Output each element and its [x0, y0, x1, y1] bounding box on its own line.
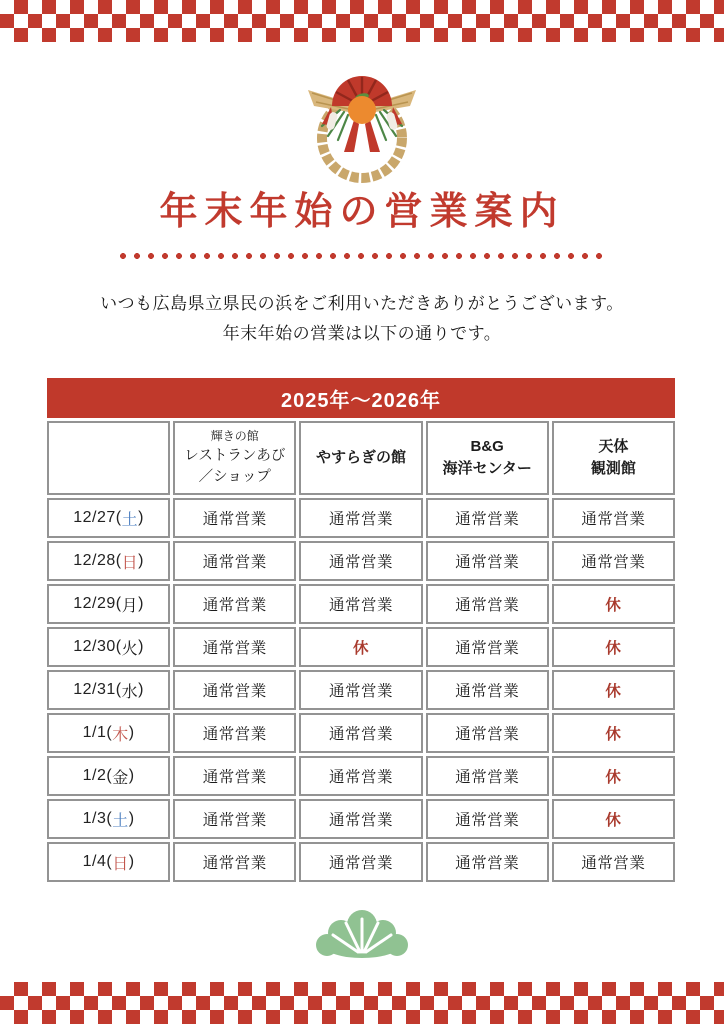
column-header-line: レストランあび: [184, 447, 286, 464]
status-cell: 休: [552, 756, 675, 796]
table-period-header: 2025年～2026年: [47, 378, 675, 418]
status-cell: 通常営業: [299, 842, 422, 882]
date-cell: 1/3( 土 ): [47, 799, 170, 839]
status-cell: 通常営業: [299, 799, 422, 839]
intro-line-1: いつも広島県立県民の浜をご利用いただきありがとうございます。: [100, 294, 624, 313]
status-cell: 休: [299, 627, 422, 667]
status-cell: 通常営業: [299, 498, 422, 538]
status-cell: 通常営業: [173, 584, 296, 624]
status-cell: 通常営業: [299, 670, 422, 710]
column-header-yasuragi: [299, 421, 422, 495]
status-cell: 通常営業: [426, 584, 549, 624]
status-cell: 通常営業: [299, 584, 422, 624]
day-of-week: 月: [121, 597, 139, 615]
page-title: 年末年始の営業案内: [159, 191, 565, 233]
date-cell: 12/30( 火 ): [47, 627, 170, 667]
column-header-observatory: [552, 421, 675, 495]
column-header-dates: [47, 421, 170, 495]
date-cell: 12/31( 水 ): [47, 670, 170, 710]
checker-border-top: [0, 0, 724, 42]
status-cell: 通常営業: [552, 498, 675, 538]
day-of-week: 土: [112, 812, 129, 830]
date-cell: 12/27( 土 ): [47, 498, 170, 538]
status-cell: 通常営業: [173, 713, 296, 753]
date-cell: 1/2( 金 ): [47, 756, 170, 796]
pine-matsu-icon: [314, 908, 410, 965]
date-cell: 12/29( 月 ): [47, 584, 170, 624]
status-cell: 通常営業: [426, 756, 549, 796]
date-cell: 1/1( 木 ): [47, 713, 170, 753]
status-cell: 通常営業: [552, 842, 675, 882]
date-cell: 12/28( 日 ): [47, 541, 170, 581]
checker-border-bottom: [0, 982, 724, 1024]
business-hours-table: [47, 378, 675, 882]
status-cell: 通常営業: [426, 627, 549, 667]
red-dotted-divider: [119, 252, 605, 260]
day-of-week: 日: [121, 554, 139, 572]
status-cell: 通常営業: [426, 541, 549, 581]
status-cell: 通常営業: [426, 799, 549, 839]
status-cell: 通常営業: [173, 498, 296, 538]
column-header-bg-marine: [426, 421, 549, 495]
status-cell: 通常営業: [173, 670, 296, 710]
day-of-week: 木: [112, 726, 129, 744]
day-of-week: 水: [121, 683, 139, 701]
status-cell: 通常営業: [426, 713, 549, 753]
day-of-week: 火: [121, 640, 139, 658]
status-cell: 休: [552, 713, 675, 753]
status-cell: 通常営業: [426, 842, 549, 882]
status-cell: 通常営業: [173, 541, 296, 581]
shimekazari-wreath-icon: [298, 60, 426, 193]
day-of-week: 日: [112, 855, 129, 873]
column-header-line: 天体: [598, 438, 629, 456]
status-cell: 通常営業: [173, 627, 296, 667]
status-cell: 通常営業: [299, 541, 422, 581]
status-cell: 通常営業: [299, 713, 422, 753]
status-cell: 休: [552, 584, 675, 624]
column-header-line: 観測館: [590, 460, 636, 477]
status-cell: 通常営業: [299, 756, 422, 796]
column-header-line: やすらぎの館: [315, 449, 406, 467]
status-cell: 通常営業: [173, 842, 296, 882]
intro-text: [0, 289, 724, 349]
status-cell: 休: [552, 670, 675, 710]
column-header-line: ／ショップ: [198, 468, 271, 485]
day-of-week: 金: [112, 769, 129, 787]
intro-line-2: 年末年始の営業は以下の通りです。: [222, 324, 502, 343]
status-cell: 通常営業: [173, 799, 296, 839]
status-cell: 通常営業: [552, 541, 675, 581]
column-header-line: 輝きの館: [210, 429, 259, 444]
column-header-kagayaki: [173, 421, 296, 495]
status-cell: 休: [552, 627, 675, 667]
status-cell: 休: [552, 799, 675, 839]
day-of-week: 土: [121, 511, 139, 529]
column-header-line: 海洋センター: [442, 460, 532, 477]
date-cell: 1/4( 日 ): [47, 842, 170, 882]
status-cell: 通常営業: [173, 756, 296, 796]
column-header-line: B&G: [470, 438, 504, 456]
status-cell: 通常営業: [426, 670, 549, 710]
status-cell: 通常営業: [426, 498, 549, 538]
